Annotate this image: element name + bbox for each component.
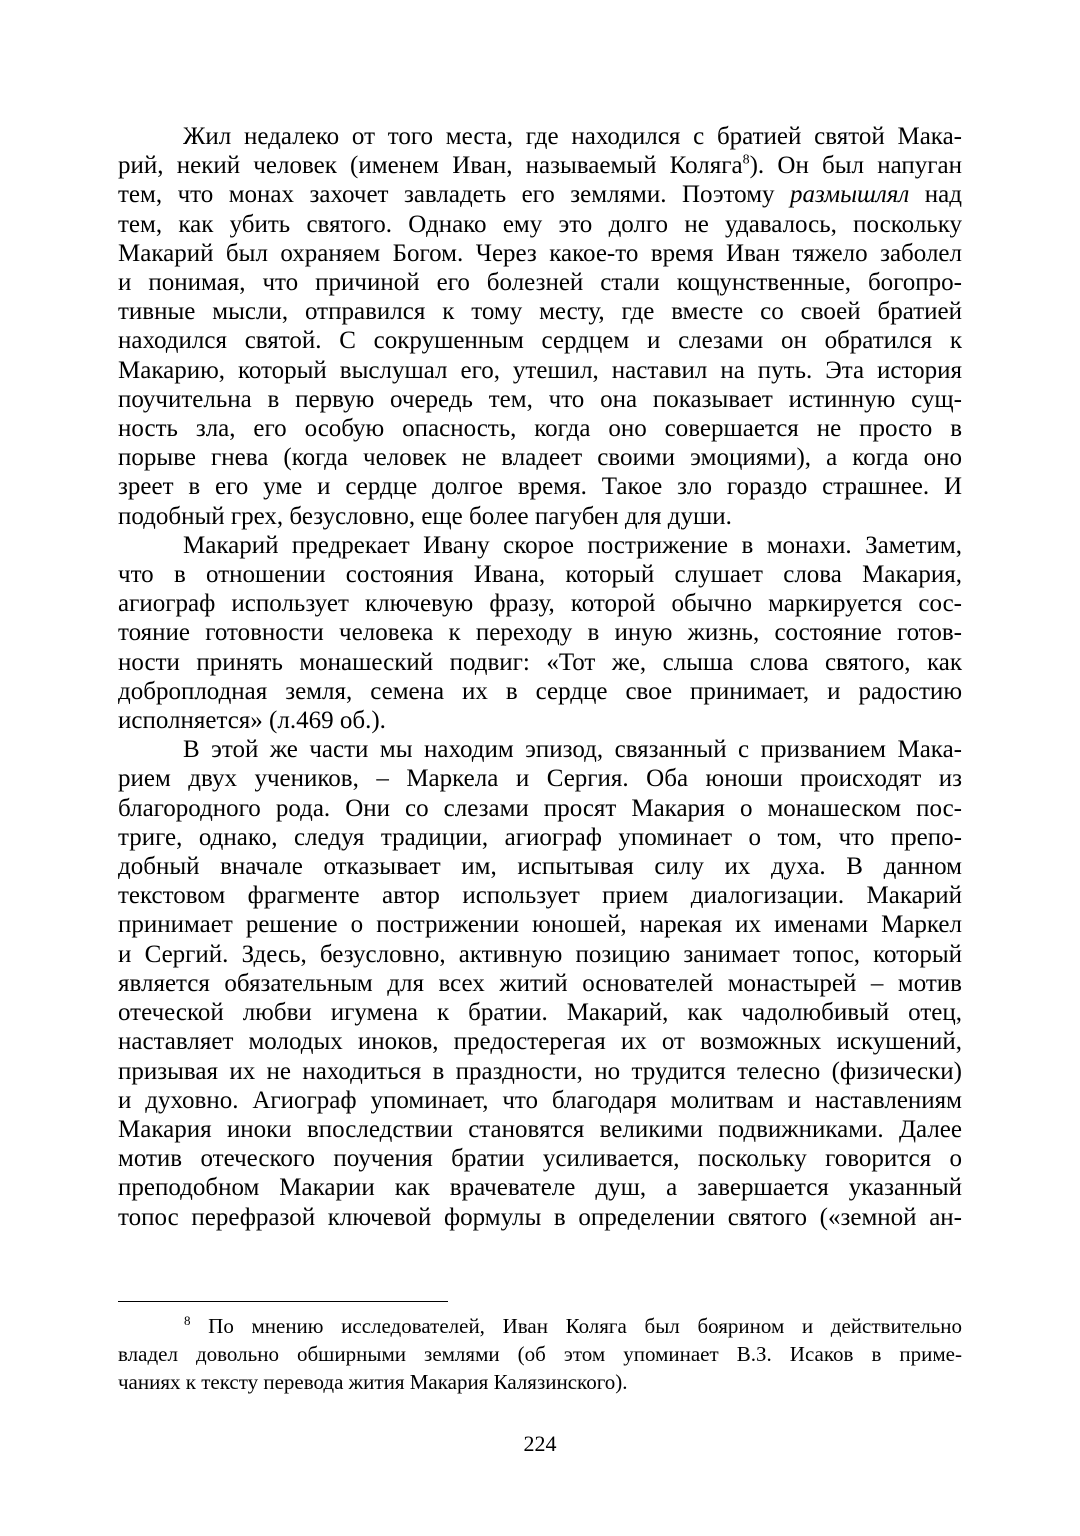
body-text — [118, 122, 962, 1232]
text-line — [118, 151, 962, 180]
text-line: благородного рода. Они со слезами просят Макария о монашеском пос- — [118, 794, 962, 822]
text-line: поучительна в первую очередь тем, что она показывает истинную сущ- — [118, 385, 962, 413]
text-line — [118, 180, 962, 209]
text-line: Макарий был охраняем Богом. Через какое-то время Иван тяжело заболел — [118, 239, 962, 267]
footnote-reference[interactable]: 8 — [742, 152, 750, 168]
text-line: принимает решение о пострижении юношей, нарекая их именами Маркел — [118, 911, 962, 939]
text-line: доброплодная земля, семена их в сердце свое принимает, и радостию — [118, 677, 962, 705]
paragraph-1 — [118, 122, 962, 531]
text-line: тивные мысли, отправился к тому месту, где вместе со своей братией — [118, 298, 962, 326]
text-segment: тем, что монах захочет завладеть его землями. Поэтому — [118, 181, 790, 209]
footnote-line — [118, 1312, 962, 1340]
text-line: призывая их не находиться в праздности, но трудится телесно (физически) — [118, 1057, 962, 1085]
text-segment: над — [909, 181, 962, 209]
text-line: подобный грех, безусловно, еще более пагубен для души. — [118, 502, 732, 530]
text-line: топос перефразой ключевой формулы в определении святого («земной ан- — [118, 1203, 962, 1231]
text-line: порыве гнева (когда человек не владеет своими эмоциями), а когда оно — [118, 444, 962, 472]
footnote-marker: 8 — [184, 1313, 191, 1328]
text-line: является обязательным для всех житий основателей монастырей – мотив — [118, 969, 962, 997]
text-segment: ). Он был напуган — [749, 152, 962, 180]
paragraph-2 — [118, 531, 962, 735]
text-line: что в отношении состояния Ивана, который слушает слова Макария, — [118, 561, 962, 589]
text-line: тем, как убить святого. Однако ему это долго не удавалось, поскольку — [118, 210, 962, 238]
text-line: Макария иноки впоследствии становятся великими подвижниками. Далее — [118, 1115, 962, 1143]
text-line: отеческой любви игумена к братии. Макарий, как чадолюбивый отец, — [118, 999, 962, 1027]
paragraph-3 — [118, 735, 962, 1231]
text-line: агиограф использует ключевую фразу, которой обычно маркируется сос- — [118, 590, 962, 618]
text-line: рием двух учеников, – Маркела и Сергия. Оба юноши происходят из — [118, 765, 962, 793]
footnote-separator — [118, 1301, 448, 1302]
footnote-line: владел довольно обширными землями (об этом упоминает В.З. Исаков в приме- — [118, 1342, 962, 1366]
footnote-text: По мнению исследователей, Иван Коляга был боярином и действительно — [190, 1314, 962, 1338]
text-line: преподобном Макарии как врачевателе душ, а завершается указанный — [118, 1174, 962, 1202]
text-line: триге, однако, следуя традиции, агиограф упоминает о том, что препо- — [118, 823, 962, 851]
text-line: текстовом фрагменте автор использует прием диалогизации. Макарий — [118, 882, 962, 910]
text-segment: рий, некий человек (именем Иван, называемый Коляга — [118, 152, 743, 180]
text-line: и духовно. Агиограф упоминает, что благодаря молитвам и наставлениям — [118, 1086, 962, 1114]
text-line: зреет в его уме и сердце долгое время. Такое зло гораздо страшнее. И — [118, 473, 962, 501]
page-body — [118, 122, 962, 1232]
text-line: добный вначале отказывает им, испытывая силу их духа. В данном — [118, 853, 962, 881]
text-line: наставляет молодых иноков, предостерегая их от возможных искушений, — [118, 1028, 962, 1056]
text-line: мотив отеческого поучения братии усиливается, поскольку говорится о — [118, 1145, 962, 1173]
text-line: ности принять монашеский подвиг: «Тот же, слыша слова святого, как — [118, 648, 962, 676]
text-line: и понимая, что причиной его болезней стали кощунственные, богопро- — [118, 269, 962, 297]
text-line: В этой же части мы находим эпизод, связанный с призванием Мака- — [183, 736, 962, 764]
italic-emphasis: размышлял — [790, 181, 910, 209]
text-line: Макарию, который выслушал его, утешил, наставил на путь. Эта история — [118, 356, 962, 384]
text-line: исполняется» (л.469 об.). — [118, 707, 386, 735]
text-line: ность зла, его особую опасность, когда оно совершается не просто в — [118, 415, 962, 443]
footnote-line: чаниях к тексту перевода жития Макария Калязинского). — [118, 1370, 628, 1394]
footnote — [118, 1312, 962, 1396]
text-line: находился святой. С сокрушенным сердцем и слезами он обратился к — [118, 327, 962, 355]
text-line: Жил недалеко от того места, где находился с братией святой Мака- — [183, 123, 962, 150]
text-line: Макарий предрекает Ивану скорое пострижение в монахи. Заметим, — [183, 531, 962, 559]
text-line: тояние готовности человека к переходу в иную жизнь, состояние готов- — [118, 619, 962, 647]
page-number: 224 — [523, 1431, 557, 1456]
text-line: и Сергий. Здесь, безусловно, активную позицию занимает топос, который — [118, 940, 962, 968]
